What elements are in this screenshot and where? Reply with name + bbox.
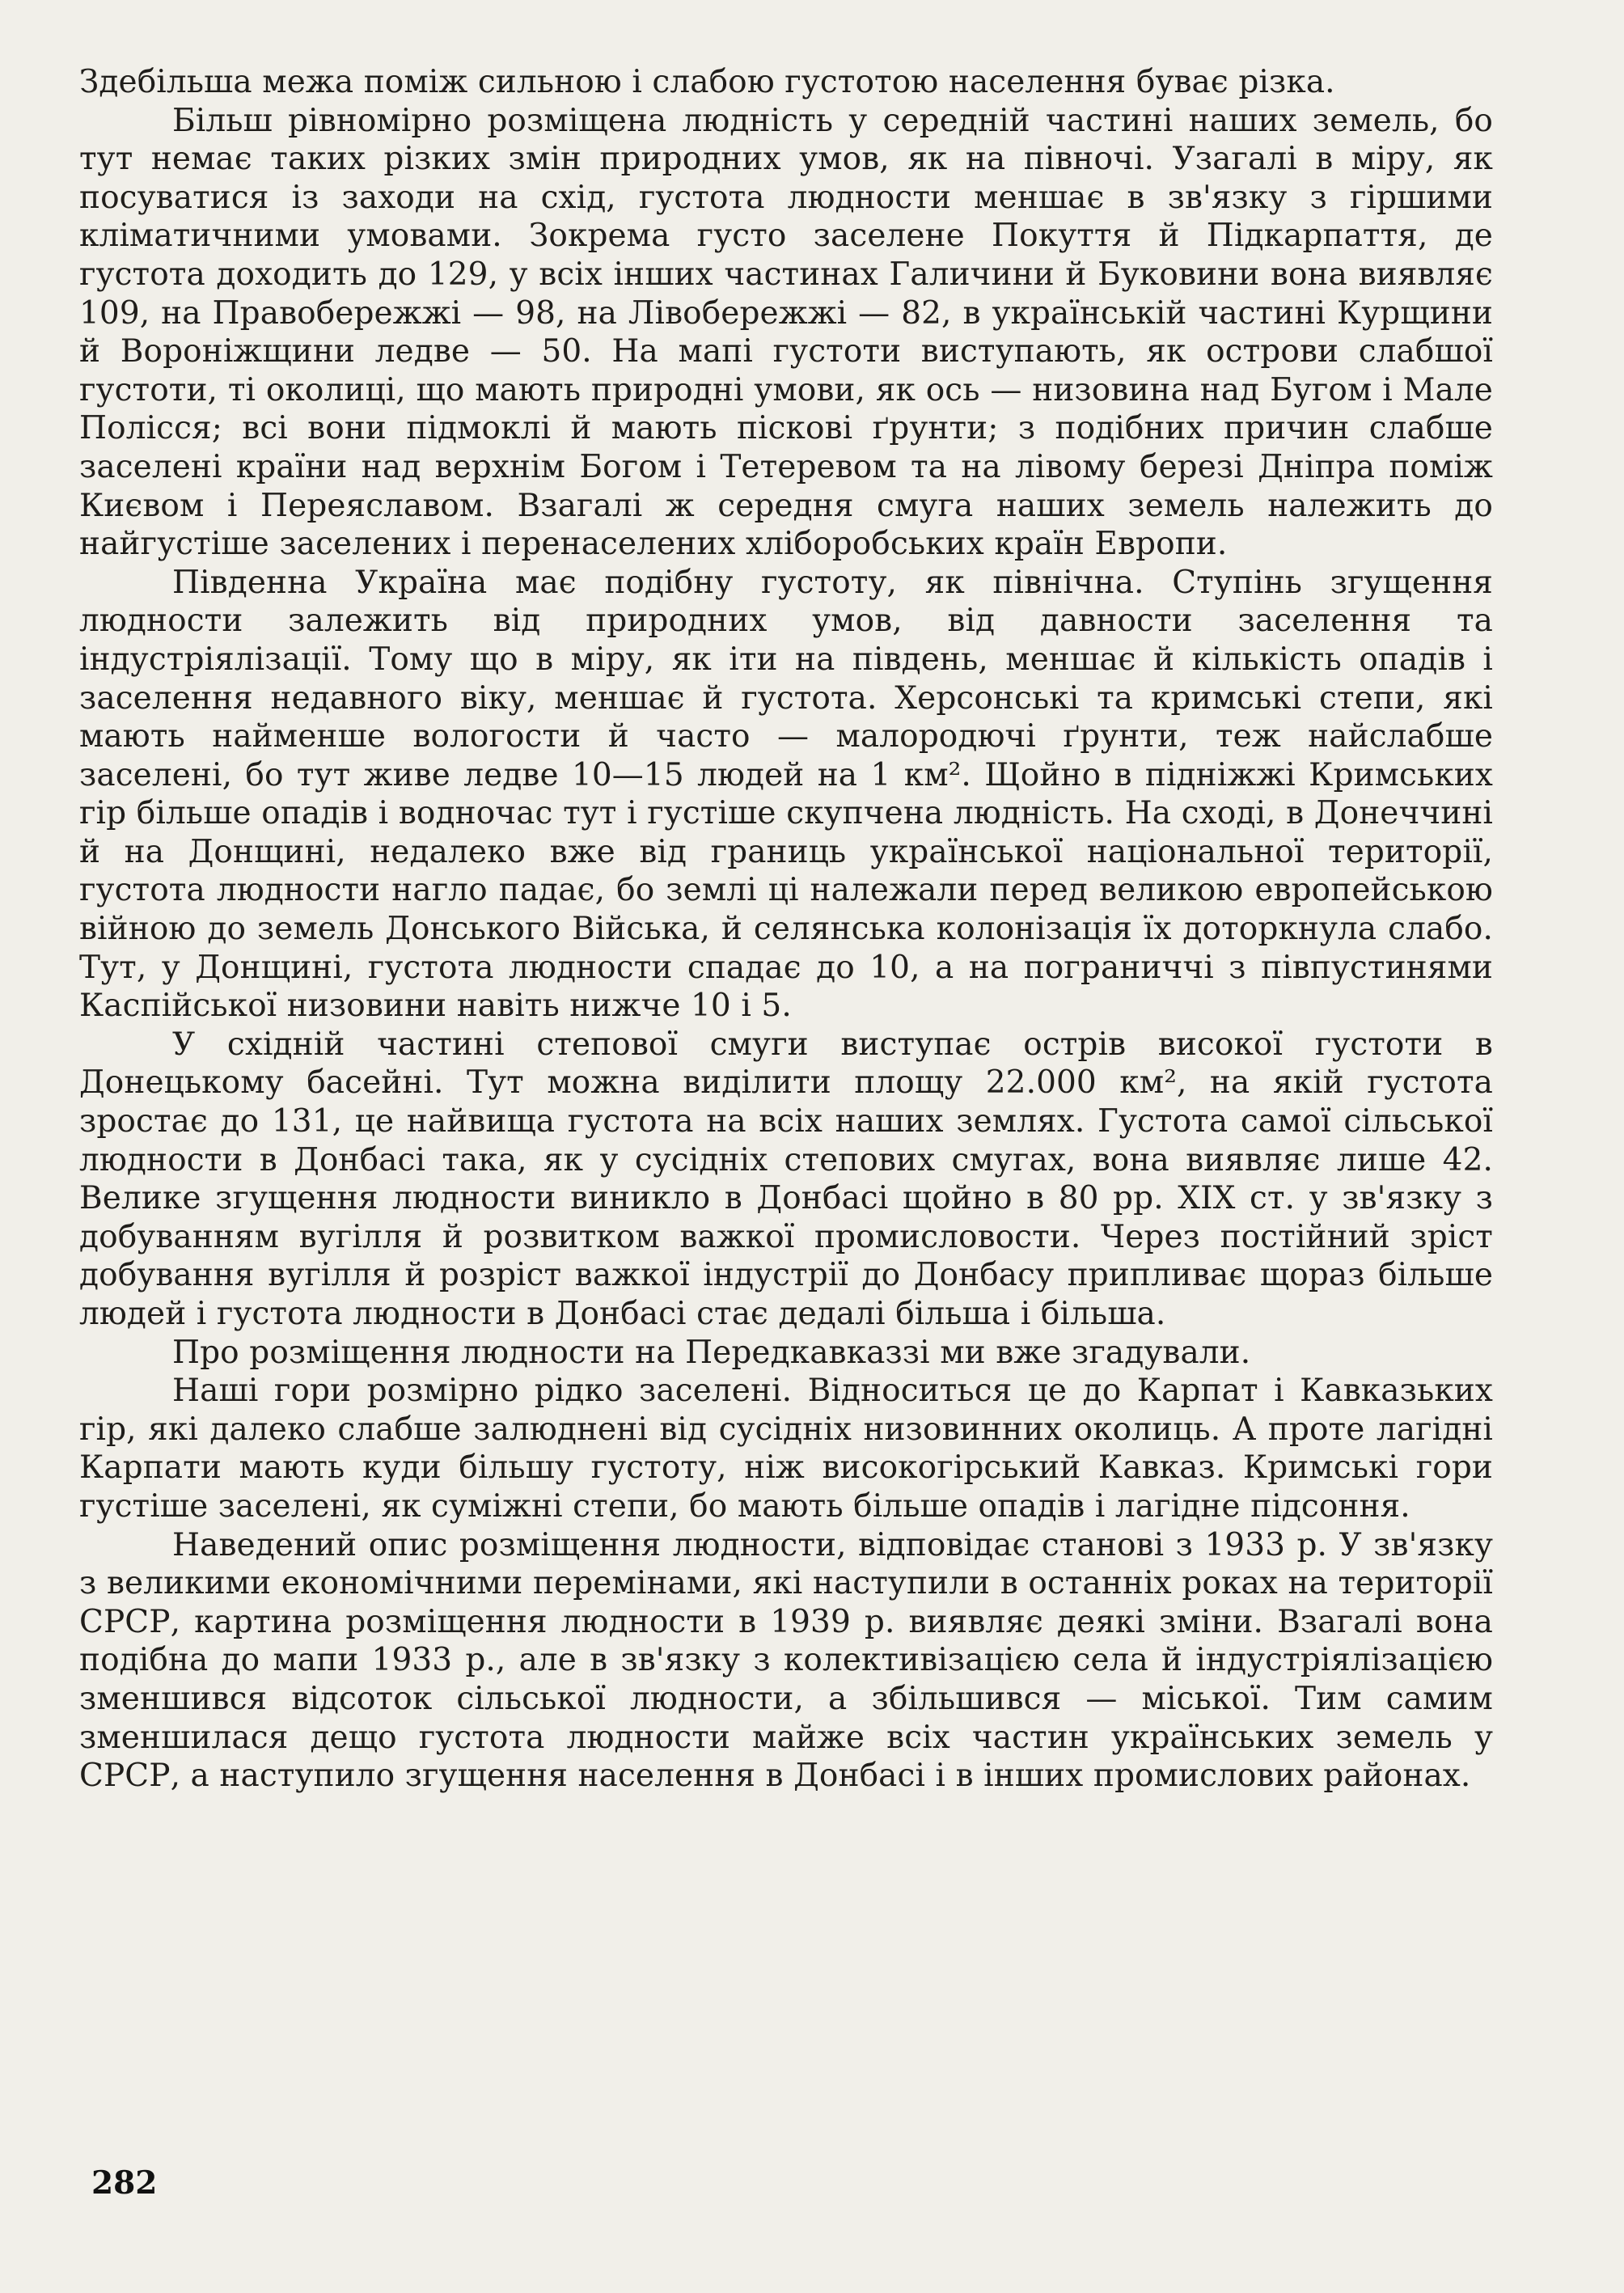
paragraph-central-lands: Більш рівномірно розміщена людність у середній частині наших земель, бо тут немає таких різких змін природних умов, як на півночі. Узагалі в міру, як посуватися із заходи на схід, густота людности меншає в зв'язку з гіршими кліматичними умовами. Зокрема густо заселене Покуття й Підкарпаття, де густота доходить до 129, у всіх інших частинах Галичини й Буковини вона виявляє 109, на Правобережжі — 98, на Лівобережжі — 82, в українській частині Курщини й Вороніжщини ледве — 50. На мапі густоти виступають, як острови слабшої густоти, ті околиці, що мають природні умови, як ось — низовина над Бугом і Мале Полісся; всі вони підмоклі й мають піскові ґрунти; з подібних причин слабше заселені країни над верхнім Богом і Тетеревом та на лівому березі Дніпра поміж Києвом і Переяславом. Взагалі ж середня смуга наших земель належить до найгустіше заселених і перенаселених хліборобських країн Европи.: [79, 102, 1493, 563]
paragraph-southern-ukraine: Південна Україна має подібну густоту, як північна. Ступінь згущення людности залежить від природних умов, від давности заселення та індустріялізації. Тому що в міру, як іти на південь, меншає й кількість опадів і заселення недавного віку, меншає й густота. Херсонські та кримські степи, які мають найменше вологости й часто — малородючі ґрунти, теж найслабше заселені, бо тут живе ледве 10—15 людей на 1 км². Щойно в підніжжі Кримських гір більше опадів і водночас тут і густіше скупчена людність. На сході, в Донеччині й на Донщині, недалеко вже від границь української національної території, густота людности нагло падає, бо землі ці належали перед великою европейською війною до земель Донського Війська, й селянська колонізація їх доторкнула слабо. Тут, у Донщині, густота людности спадає до 10, а на пограниччі з півпустинями Каспійської низовини навіть нижче 10 і 5.: [79, 564, 1493, 1025]
paragraph-caucasus-foothills: Про розміщення людности на Передкавказзі ми вже згадували.: [172, 1334, 1251, 1371]
paragraph-intro: Здебільша межа поміж сильною і слабою густотою населення буває різка.: [79, 64, 1335, 100]
page-text: [79, 63, 1493, 2134]
paragraph-1933-1939: Наведений опис розміщення людности, відповідає станові з 1933 р. У зв'язку з великими економічними перемінами, які наступили в останніх роках на території СРСР, картина розміщення людности в 1939 р. виявляє деякі зміни. Взагалі вона подібна до мапи 1933 р., але в зв'язку з колективізацією села й індустріялізацією зменшився відсоток сільської людности, а збільшився — міської. Тим самим зменшилася дещо густота людности майже всіх частин українських земель у СРСР, а наступило згущення населення в Донбасі і в інших промислових районах.: [79, 1526, 1493, 1795]
page-number: 282: [91, 2164, 158, 2202]
paragraph-donbas: У східній частині степової смуги виступає острів високої густоти в Донецькому басейні. Тут можна виділити площу 22.000 км², на якій густота зростає до 131, це найвища густота на всіх наших землях. Густота самої сільської людности в Донбасі така, як у сусідніх степових смугах, вона виявляє лише 42. Велике згущення людности виникло в Донбасі щойно в 80 рр. XIX ст. у зв'язку з добуванням вугілля й розвитком важкої промисловости. Через постійний зріст добування вугілля й розріст важкої індустрії до Донбасу припливає щораз більше людей і густота людности в Донбасі стає дедалі більша і більша.: [79, 1026, 1493, 1332]
paragraph-mountains: Наші гори розмірно рідко заселені. Відноситься це до Карпат і Кавказьких гір, які далеко слабше залюднені від сусідніх низовинних околиць. А проте лагідні Карпати мають куди більшу густоту, ніж високогірський Кавказ. Кримські гори густіше заселені, як суміжні степи, бо мають більше опадів і лагідне підсоння.: [79, 1373, 1493, 1525]
